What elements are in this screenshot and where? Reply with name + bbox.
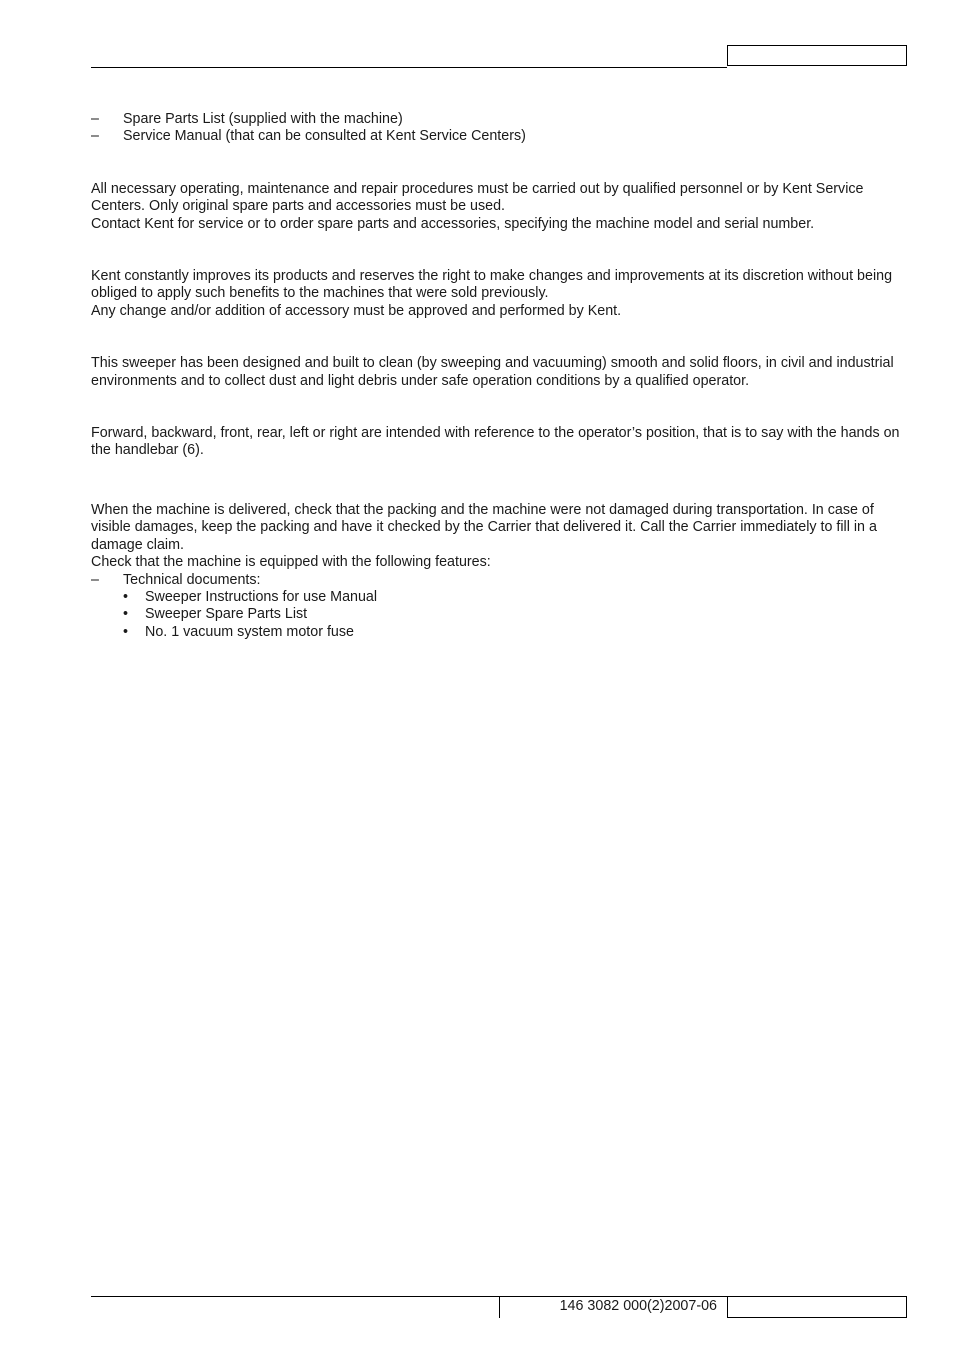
list-item-text: No. 1 vacuum system motor fuse: [145, 623, 354, 640]
footer-page-box: [727, 1296, 907, 1318]
list-item: [123, 589, 909, 606]
section-gap: [91, 320, 909, 355]
document-body: [91, 111, 909, 641]
paragraph: Forward, backward, front, rear, left or right are intended with reference to the operator’s position, that is to say with the hands on the handlebar (6).: [91, 425, 900, 459]
paragraph: Kent constantly improves its products and reserves the right to make changes and improvements at its discretion without being obliged to apply such benefits to the machines that were sold previously.: [91, 268, 893, 302]
list-item-text: Sweeper Spare Parts List: [145, 606, 308, 623]
footer-rule: [91, 1296, 727, 1297]
bullet-marker: •: [123, 606, 129, 623]
header-rule: [91, 67, 727, 68]
header-page-box: [727, 45, 907, 66]
list-item: [91, 572, 909, 589]
technical-documents-list: [91, 589, 909, 641]
list-item: [123, 606, 909, 623]
list-item-text: Service Manual (that can be consulted at Kent Service Centers): [123, 128, 526, 145]
features-list: [91, 572, 909, 589]
section-gap: [91, 146, 909, 181]
paragraph: This sweeper has been designed and built to clean (by sweeping and vacuuming) smooth and solid floors, in civil and industrial environments and to collect dust and light debris under safe operation conditions by a qualified operator.: [91, 355, 894, 389]
list-item-text: Technical documents:: [123, 571, 261, 588]
paragraph: When the machine is delivered, check that the packing and the machine were not damaged during transportation. In case of visible damages, keep the packing and have it checked by the Carrier that delivered it. Call the Carrier immediately to fill in a damage claim.: [91, 501, 877, 553]
bullet-marker: •: [123, 623, 129, 640]
section-gap: [91, 390, 909, 425]
paragraph: Contact Kent for service or to order spare parts and accessories, specifying the machine model and serial number.: [91, 215, 815, 232]
dash-marker: –: [91, 571, 99, 588]
list-item: [123, 624, 909, 641]
list-item: [91, 111, 909, 128]
unpacking-section: [91, 502, 909, 641]
dash-marker: –: [91, 128, 99, 145]
conventions-section: [91, 425, 909, 460]
intended-use-section: [91, 355, 909, 390]
section-gap: [91, 460, 909, 502]
section-gap: [91, 233, 909, 268]
list-item-text: Sweeper Instructions for use Manual: [145, 588, 378, 605]
paragraph: All necessary operating, maintenance and repair procedures must be carried out by qualified personnel or by Kent Service Centers. Only original spare parts and accessories must be used.: [91, 180, 864, 215]
footer-document-number: 146 3082 000(2)2007-06: [559, 1298, 717, 1314]
intro-document-list: [91, 111, 909, 146]
paragraph: Check that the machine is equipped with the following features:: [91, 554, 491, 571]
list-item-text: Spare Parts List (supplied with the machine): [123, 111, 403, 127]
paragraph: Any change and/or addition of accessory must be approved and performed by Kent.: [91, 302, 622, 319]
service-section: [91, 181, 909, 233]
list-item: [91, 128, 909, 145]
bullet-marker: •: [123, 588, 129, 605]
dash-marker: –: [91, 111, 99, 127]
changes-section: [91, 268, 909, 320]
